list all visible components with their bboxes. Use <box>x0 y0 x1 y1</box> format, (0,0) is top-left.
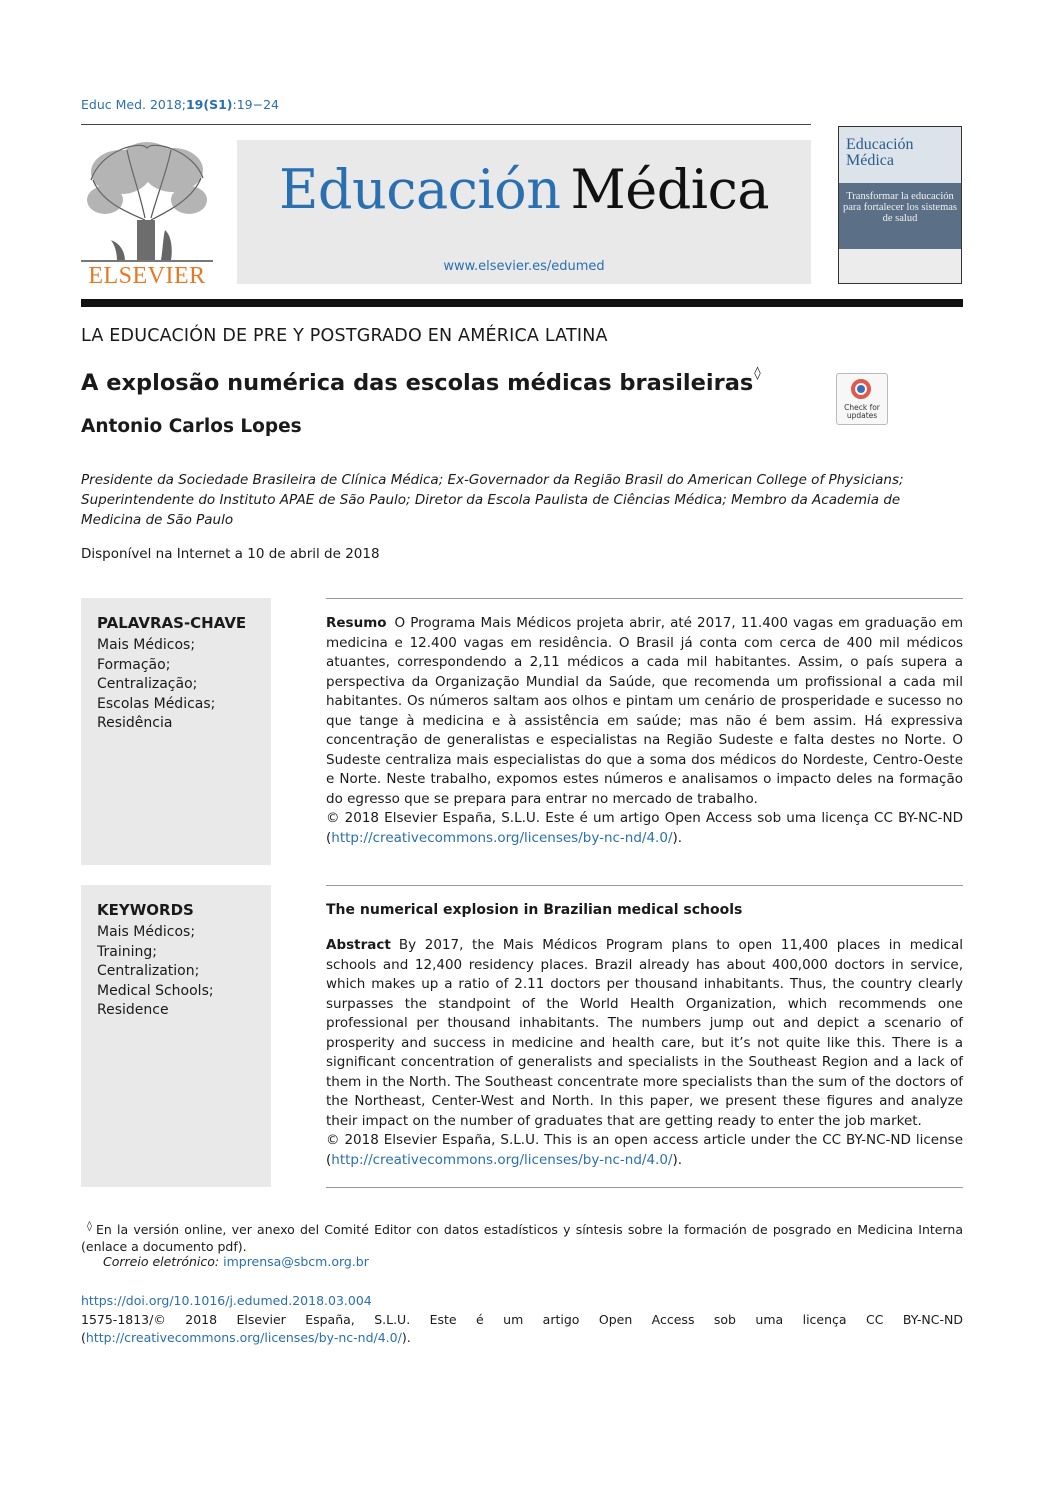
keywords-list-pt <box>97 636 215 734</box>
cover-subtitle: Transformar la educación para fortalecer los sistemas de salud <box>843 191 957 224</box>
check-updates-dot <box>857 385 865 393</box>
divider-pt-top <box>326 598 963 599</box>
keyword-item: Centralization; <box>97 963 200 979</box>
issn-license-link[interactable]: http://creativecommons.org/licenses/by-nc-nd/4.0/ <box>85 1330 402 1345</box>
article-title-text: A explosão numérica das escolas médicas brasileiras <box>81 370 754 396</box>
correspondence-email <box>103 1254 369 1269</box>
elsevier-logo <box>81 140 213 287</box>
keyword-item: Residence <box>97 1002 169 1018</box>
header-thick-rule <box>81 299 963 307</box>
keyword-item: Centralização; <box>97 676 198 692</box>
license-text-en: © 2018 Elsevier España, S.L.U. This is an open access article under the CC BY-NC-ND license <box>326 1132 963 1148</box>
issn-license: 1575-1813/© 2018 Elsevier España, S.L.U. Este é um artigo Open Access sob uma licença CC BY-NC-ND (http://creativecommons.org/licenses/by-nc-nd/4.0/). <box>81 1312 963 1345</box>
cover-footer <box>839 249 961 283</box>
divider-en-top <box>326 885 963 886</box>
issn-text: 1575-1813/© 2018 Elsevier España, S.L.U. Este é um artigo Open Access sob uma licença CC BY-NC-ND <box>81 1312 963 1327</box>
abstract-text-pt: O Programa Mais Médicos projeta abrir, até 2017, 11.400 vagas em graduação em medicina e 12.400 vagas em residência. O Brasil já conta com cerca de 400 mil médicos atuantes, correspondendo a 2,11 médicos a cada mil habitantes. Assim, o país supera a perspectiva da Organização Mundial da Saúde, que recomenda um profissional a cada mil habitantes. Os números saltam aos olhos e pintam um cenário de prosperidade e sucesso no que tange à medicina e à assistência em saúde; mas não é bem assim. Há expressiva concentração de generalistas e especialistas na Região Sudeste e falta destes no Norte. O Sudeste centraliza mais especialistas do que a soma dos médicos do Nordeste, Centro-Oeste e Norte. Neste trabalho, expomos estes números e analisamos o impacto deles na formação do egresso que se prepara para entrar no mercado de trabalho. <box>326 615 963 807</box>
license-link-en[interactable]: http://creativecommons.org/licenses/by-nc-nd/4.0/ <box>331 1151 673 1168</box>
footnote-mark: ◊ <box>87 1221 92 1232</box>
keywords-heading-pt: PALAVRAS-CHAVE <box>97 614 247 632</box>
abstract-label-pt: Resumo <box>326 615 387 631</box>
footnote <box>81 1218 963 1255</box>
elsevier-wordmark: ELSEVIER <box>88 263 206 289</box>
doi-link[interactable]: https://doi.org/10.1016/j.edumed.2018.03.004 <box>81 1293 372 1308</box>
keywords-list-en <box>97 923 214 1021</box>
section-heading: LA EDUCACIÓN DE PRE Y POSTGRADO EN AMÉRICA LATINA <box>81 326 608 346</box>
abstract-en: Abstract By 2017, the Mais Médicos Program plans to open 11,400 places in medical schools and 12,400 residency places. Brazil already has about 400,000 doctors in service, which makes up a ratio of 2.11 doctors per thousand inhabitants. Thus, the country clearly surpasses the standpoint of the World Health Organization, which recommends one professional per thousand inhabitants. The numbers jump out and depict a scenario of prosperity and success in medicine and health care, but it’s not quite like this. There is a significant concentration of generalists and specialists in the Southeast Region and a lack of them in the North. The Southeast concentrate more specialists than the sum of the doctors of the Northeast, Center-West and North. In this paper, we present these figures and analyze their impact on the number of graduates that are getting ready to enter the job market. © 2018 Elsevier España, S.L.U. This is an open access article under the CC BY-NC-ND license (http://creativecommons.org/licenses/by-nc-nd/4.0/). <box>326 937 963 1168</box>
keyword-item: Mais Médicos; <box>97 924 196 940</box>
author-name[interactable]: Antonio Carlos Lopes <box>81 416 302 437</box>
check-for-updates-badge[interactable] <box>836 373 888 425</box>
journal-title <box>237 158 811 221</box>
author-affiliation: Presidente da Sociedade Brasileira de Clínica Médica; Ex-Governador da Região Brasil do American College of Physicians; Superintendente do Instituto APAE de São Paulo; Diretor da Escola Paulista de Ciências Médica; Membro da Academia de Medicina de São Paulo <box>81 472 904 528</box>
header-top-rule <box>81 124 811 125</box>
journal-cover <box>838 126 962 284</box>
keyword-item: Mais Médicos; <box>97 637 196 653</box>
keyword-item: Escolas Médicas; <box>97 695 216 712</box>
keywords-box-en <box>81 885 271 1187</box>
citation-line <box>81 97 279 112</box>
english-title: The numerical explosion in Brazilian medical schools <box>326 902 743 918</box>
check-updates-label: Check for updates <box>844 403 880 420</box>
keywords-heading-en: KEYWORDS <box>97 901 194 919</box>
available-online-date: Disponível na Internet a 10 de abril de 2018 <box>81 546 380 562</box>
email-link[interactable]: imprensa@sbcm.org.br <box>223 1254 369 1269</box>
journal-title-word1: Educación <box>278 158 561 221</box>
email-label: Correio eletrónico: <box>103 1254 220 1269</box>
citation-pages: :19−24 <box>232 97 280 112</box>
abstract-text-en: By 2017, the Mais Médicos Program plans to open 11,400 places in medical schools and 12,400 residency places. Brazil already has about 400,000 doctors in service, which makes up a ratio of 2.11 doctors per thousand inhabitants. Thus, the country clearly surpasses the standpoint of the World Health Organization, which recommends one professional per thousand inhabitants. The numbers jump out and depict a scenario of prosperity and success in medicine and health care, but it’s not quite like this. There is a significant concentration of generalists and specialists in the Southeast Region and a lack of them in the North. The Southeast concentrate more specialists than the sum of the doctors of the Northeast, Center-West and North. In this paper, we present these figures and analyze their impact on the number of graduates that are getting ready to enter the job market. <box>326 937 963 1129</box>
abstract-pt: Resumo O Programa Mais Médicos projeta abrir, até 2017, 11.400 vagas em graduação em medicina e 12.400 vagas em residência. O Brasil já conta com cerca de 400 mil médicos atuantes, correspondendo a 2,11 médicos a cada mil habitantes. Assim, o país supera a perspectiva da Organização Mundial da Saúde, que recomenda um profissional a cada mil habitantes. Os números saltam aos olhos e pintam um cenário de prosperidade e sucesso no que tange à medicina e à assistência em saúde; mas não é bem assim. Há expressiva concentração de generalistas e especialistas na Região Sudeste e falta destes no Norte. O Sudeste centraliza mais especialistas do que a soma dos médicos do Nordeste, Centro-Oeste e Norte. Neste trabalho, expomos estes números e analisamos o impacto deles na formação do egresso que se prepara para entrar no mercado de trabalho. © 2018 Elsevier España, S.L.U. Este é um artigo Open Access sob uma licença CC BY-NC-ND (http://creativecommons.org/licenses/by-nc-nd/4.0/). <box>326 615 963 846</box>
title-footnote-mark[interactable]: ◊ <box>754 366 761 381</box>
article-title <box>81 366 761 396</box>
cover-journal-name: Educación Médica <box>846 136 914 169</box>
abstract-label-en: Abstract <box>326 937 391 953</box>
keyword-item: Training; <box>97 943 157 960</box>
citation-prefix: Educ Med. 2018; <box>81 97 186 112</box>
license-link-pt[interactable]: http://creativecommons.org/licenses/by-nc-nd/4.0/ <box>331 829 673 846</box>
footnote-text: En la versión online, ver anexo del Comité Editor con datos estadísticos y síntesis sobre la formación de posgrado en Medicina Interna (enlace a documento pdf). <box>81 1222 963 1255</box>
keyword-item: Formação; <box>97 656 171 673</box>
journal-banner <box>237 140 811 284</box>
keywords-box-pt <box>81 598 271 865</box>
journal-url-link[interactable]: www.elsevier.es/edumed <box>443 259 605 274</box>
citation-volume: 19(S1) <box>185 97 233 112</box>
keyword-item: Medical Schools; <box>97 982 214 999</box>
license-text-pt: © 2018 Elsevier España, S.L.U. Este é um artigo Open Access sob uma licença CC BY-NC-ND <box>326 810 963 826</box>
keyword-item: Residência <box>97 715 173 731</box>
divider-en-bottom <box>326 1187 963 1188</box>
journal-title-word2: Médica <box>570 158 770 221</box>
